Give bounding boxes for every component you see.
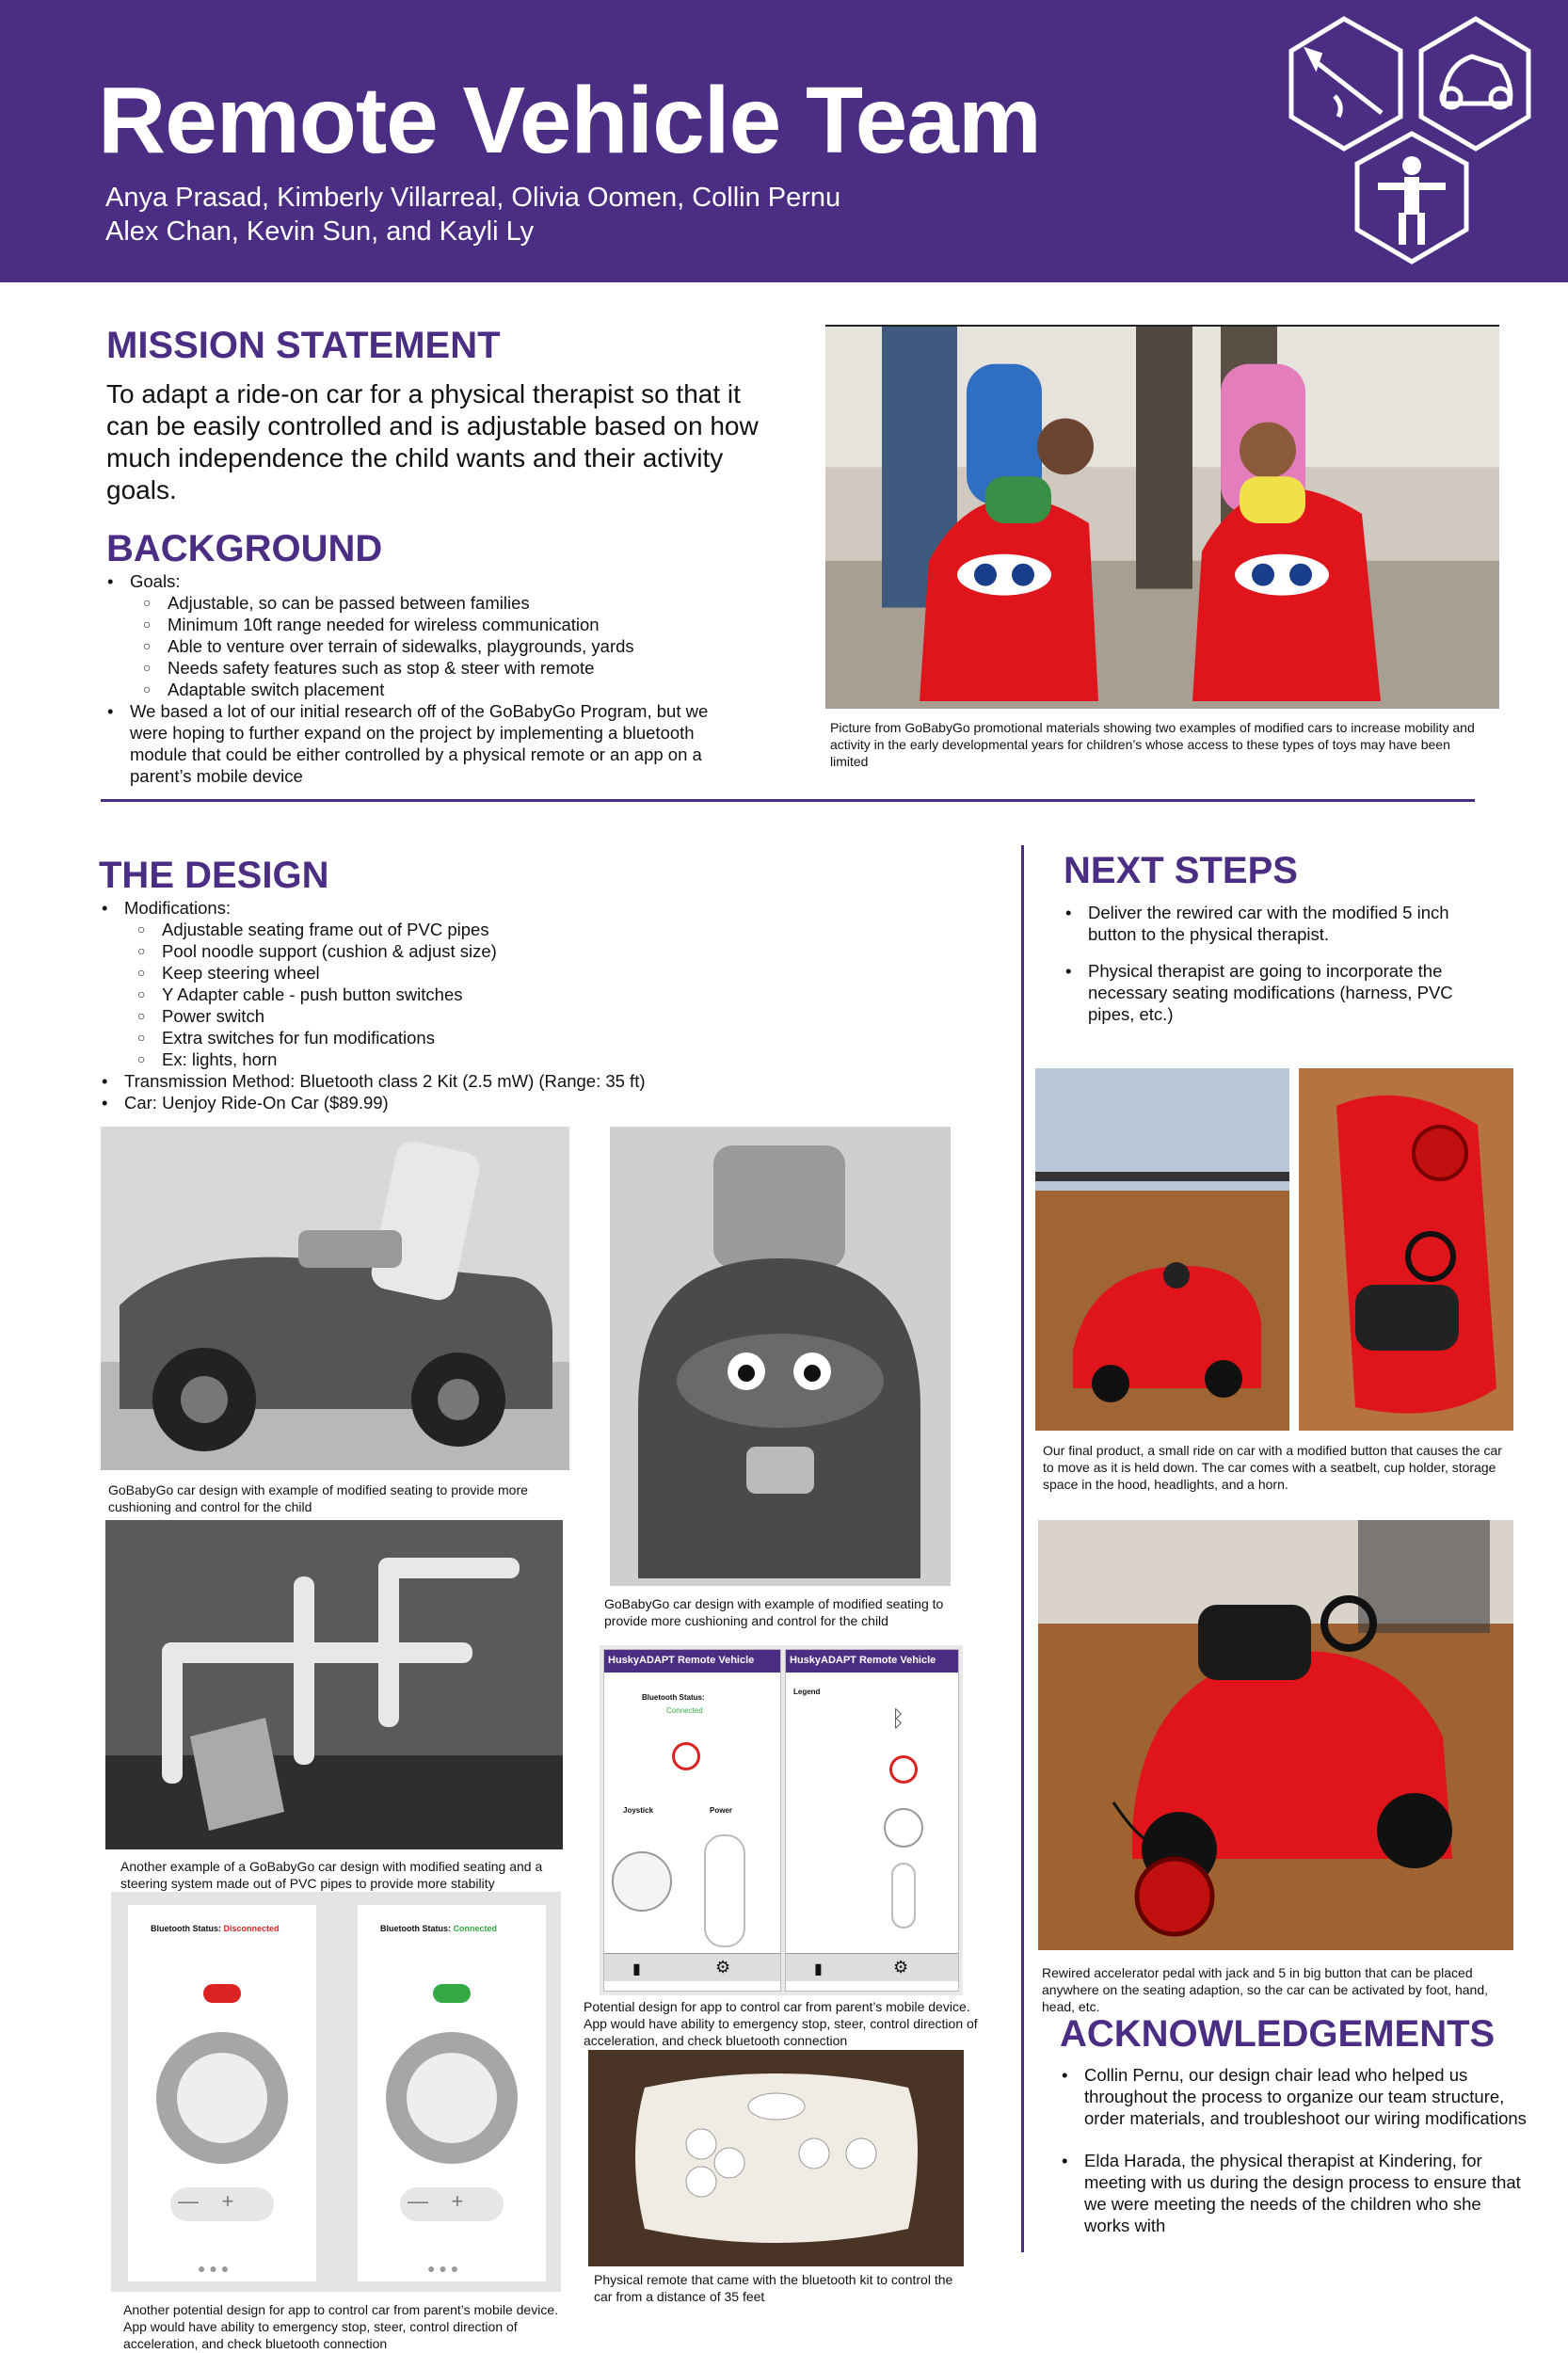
joystick-control[interactable] xyxy=(612,1851,672,1912)
app-tab-bar xyxy=(604,1953,780,1981)
bluetooth-icon: ᛒ xyxy=(891,1706,905,1732)
power-label: Power xyxy=(710,1806,733,1815)
power-icon[interactable] xyxy=(672,1742,700,1770)
app1-caption: Potential design for app to control car from parent’s mobile device. App would have ability to emergency stop, steer, control direction of acceleration, and check bluetooth connection xyxy=(584,1999,978,2048)
gobabygo-car-front-photo xyxy=(610,1127,951,1586)
poster-header xyxy=(0,0,1568,282)
bt-status-line xyxy=(151,1924,280,1933)
goal-item: ○ Minimum 10ft range needed for wireless communication xyxy=(104,614,744,635)
bt-status-value: Disconnected xyxy=(223,1924,280,1933)
power-toggle[interactable] xyxy=(433,1984,471,2003)
book-icon[interactable]: ▮ xyxy=(632,1961,641,1977)
goal-item: ○ Adjustable, so can be passed between families xyxy=(104,592,744,614)
page-dots: ● ● ● xyxy=(427,2261,459,2276)
joystick-ring[interactable] xyxy=(156,2032,288,2164)
car-icon xyxy=(1442,56,1511,107)
mod-item: ○ Pool noodle support (cushion & adjust size) xyxy=(98,940,776,962)
next-steps-list xyxy=(1062,902,1495,1025)
mod-item: ○ Y Adapter cable - push button switches xyxy=(98,984,776,1005)
wrench-icon xyxy=(1308,51,1382,117)
design-heading: THE DESIGN xyxy=(99,855,329,896)
bt-status-label: Bluetooth Status: xyxy=(380,1924,451,1933)
goal-item: ○ Able to venture over terrain of sidewalks, playgrounds, yards xyxy=(104,635,744,657)
acknowledgements-list xyxy=(1058,2064,1528,2236)
car-item: • Car: Uenjoy Ride-On Car ($89.99) xyxy=(98,1092,776,1113)
author-list xyxy=(105,181,840,248)
poster-title: Remote Vehicle Team xyxy=(98,68,1041,173)
app-title-bar: HuskyADAPT Remote Vehicle xyxy=(604,1650,780,1673)
remote-caption: Physical remote that came with the bluetooth kit to control the car from a distance of 35 feet xyxy=(594,2272,953,2304)
rewired-button-photo xyxy=(1038,1520,1513,1950)
app-tab-bar xyxy=(786,1953,958,1981)
transmission-item: • Transmission Method: Bluetooth class 2 Kit (2.5 mW) (Range: 35 ft) xyxy=(98,1070,776,1092)
power-icon xyxy=(889,1755,918,1784)
mod-item: ○ Power switch xyxy=(98,1005,776,1027)
mod-item: ○ Adjustable seating frame out of PVC pipes xyxy=(98,919,776,940)
app-screen-main xyxy=(603,1649,781,1992)
design-list xyxy=(98,897,776,1113)
person-icon xyxy=(1378,156,1446,245)
bt-status-label: Bluetooth Status: xyxy=(151,1924,221,1933)
final-product-caption: Our final product, a small ride on car with a modified button that causes the car to move as it is held down. The car comes with a seatbelt, cup holder, storage space in the hood, headlights, and a horn. xyxy=(1043,1443,1502,1492)
app2-caption: Another potential design for app to control car from parent’s mobile device. App would have ability to emergency stop, steer, control direction of acceleration, and check bluetooth connection xyxy=(123,2302,558,2351)
gear-icon[interactable]: ⚙ xyxy=(715,1958,731,1977)
mod-item: ○ Extra switches for fun modifications xyxy=(98,1027,776,1048)
goal-item: ○ Needs safety features such as stop & steer with remote xyxy=(104,657,744,679)
power-slider[interactable] xyxy=(704,1834,745,1947)
mod-item: ○ Ex: lights, horn xyxy=(98,1048,776,1070)
app-design-1-mockup xyxy=(600,1645,963,1995)
pvc-steering-photo xyxy=(105,1520,563,1849)
page-dots: ● ● ● xyxy=(198,2261,230,2276)
background-heading: BACKGROUND xyxy=(106,528,383,569)
app-screen-disconnected xyxy=(128,1905,316,2281)
gobabygo-promo-photo xyxy=(825,325,1499,709)
bt-status-line xyxy=(380,1924,497,1933)
mod-item: ○ Keep steering wheel xyxy=(98,962,776,984)
gobabygo-car-side-photo xyxy=(101,1127,569,1470)
bt-status-value: Connected xyxy=(453,1924,498,1933)
section-divider xyxy=(101,799,1475,802)
rewired-caption: Rewired accelerator pedal with jack and 5 in big button that can be placed anywhere on the seating adaption, so the car can be activated by foot, hand, head, etc. xyxy=(1042,1965,1488,2014)
app-title-bar: HuskyADAPT Remote Vehicle xyxy=(786,1650,958,1673)
legend-label: Legend xyxy=(793,1688,821,1696)
book-icon[interactable]: ▮ xyxy=(814,1961,823,1977)
acknowledgement-item: • Collin Pernu, our design chair lead who helped us throughout the process to organize our team structure, order materials, and troubleshoot our wiring modifications xyxy=(1058,2064,1528,2129)
joystick-icon xyxy=(884,1808,923,1848)
final-car-top-photo xyxy=(1299,1068,1513,1431)
next-step-item: • Deliver the rewired car with the modified 5 inch button to the physical therapist. xyxy=(1062,902,1495,945)
bt-status-label: Bluetooth Status: xyxy=(642,1693,705,1702)
gear-icon[interactable]: ⚙ xyxy=(893,1958,909,1977)
acknowledgement-item: • Elda Harada, the physical therapist at Kindering, for meeting with us during the design process to ensure that we were meeting the needs of the children who she works with xyxy=(1058,2150,1528,2236)
next-steps-heading: NEXT STEPS xyxy=(1064,850,1298,891)
goal-item: ○ Adaptable switch placement xyxy=(104,679,744,700)
slider-icon xyxy=(891,1863,916,1929)
app-screen-connected xyxy=(358,1905,546,2281)
speed-stepper[interactable]: — + xyxy=(400,2187,504,2221)
next-step-item: • Physical therapist are going to incorporate the necessary seating modifications (harness, PVC pipes, etc.) xyxy=(1062,960,1495,1025)
authors-line-2: Alex Chan, Kevin Sun, and Kayli Ly xyxy=(105,216,535,247)
pvc-caption: Another example of a GoBabyGo car design with modified seating and a steering system made out of PVC pipes to provide more stability xyxy=(120,1859,543,1891)
huskyadapt-hex-logo xyxy=(1288,13,1560,267)
mods-label: • Modifications: xyxy=(98,897,776,919)
research-note: • We based a lot of our initial research off of the GoBabyGo Program, but we were hoping to further expand on the project by implementing a bluetooth module that could be either controlled by a physical remote or an app on a parent’s mobile device xyxy=(104,700,744,787)
mission-heading: MISSION STATEMENT xyxy=(106,325,501,366)
power-toggle[interactable] xyxy=(203,1984,241,2003)
goals-label: • Goals: xyxy=(104,570,744,592)
final-car-room-photo xyxy=(1035,1068,1289,1431)
car-front-caption: GoBabyGo car design with example of modified seating to provide more cushioning and control for the child xyxy=(604,1596,944,1628)
app-design-2-mockup xyxy=(111,1892,561,2292)
column-divider xyxy=(1021,845,1024,2252)
promo-photo-caption: Picture from GoBabyGo promotional materials showing two examples of modified cars to increase mobility and activity in the early developmental years for children’s whose access to these types of toys may have been limited xyxy=(830,720,1475,769)
authors-line-1: Anya Prasad, Kimberly Villarreal, Olivia Oomen, Collin Pernu xyxy=(105,183,841,213)
speed-stepper[interactable]: — + xyxy=(170,2187,274,2221)
app-screen-legend xyxy=(785,1649,959,1992)
joystick-label: Joystick xyxy=(623,1806,654,1815)
bt-status-value: Connected xyxy=(666,1706,703,1715)
background-list xyxy=(104,570,744,787)
mission-text: To adapt a ride-on car for a physical therapist so that it can be easily controlled and is adjustable based on how much independence the child wants and their activity goals. xyxy=(106,379,759,504)
car-side-caption: GoBabyGo car design with example of modified seating to provide more cushioning and control for the child xyxy=(108,1482,528,1514)
physical-remote-photo xyxy=(588,2050,964,2266)
joystick-ring[interactable] xyxy=(386,2032,518,2164)
acknowledgements-heading: ACKNOWLEDGEMENTS xyxy=(1060,2013,1496,2055)
